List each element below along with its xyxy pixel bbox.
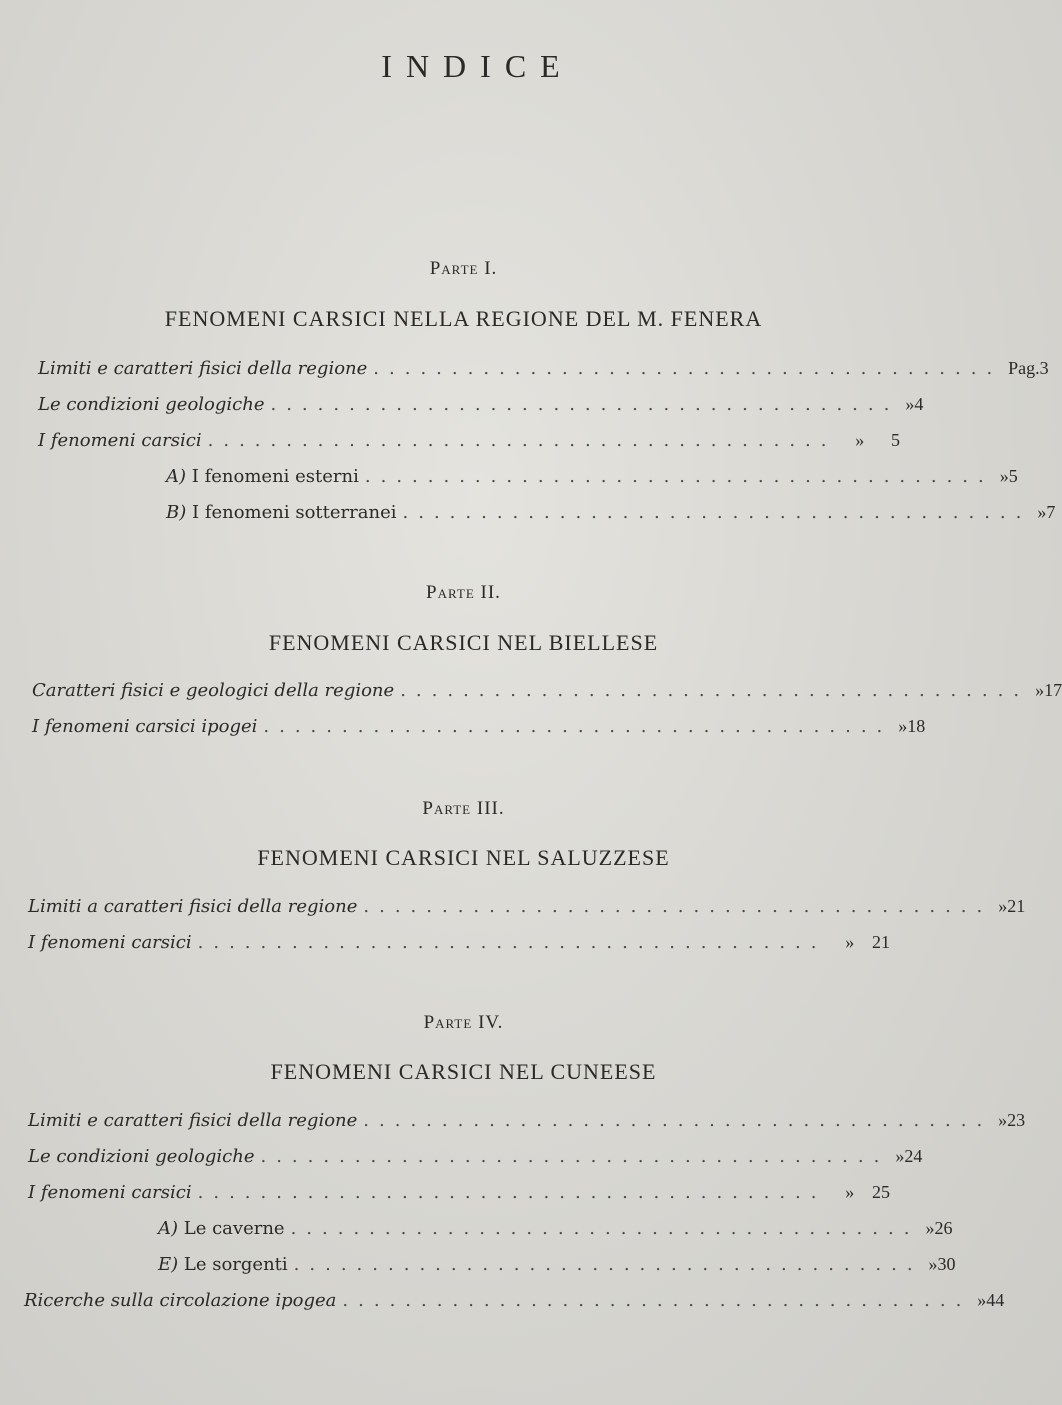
toc-entry-text: I fenomeni carsici: [28, 1182, 192, 1203]
toc-entry-page: 7: [1046, 502, 1056, 522]
toc-leader-dots: ........................................: [342, 1290, 972, 1311]
toc-entry-page: 17: [1044, 680, 1062, 700]
toc-entry-text: I fenomeni carsici: [38, 430, 202, 451]
toc-entry-page: 44: [986, 1290, 1005, 1310]
toc-leader-dots: ........................................: [197, 932, 827, 953]
toc-leader-dots: ........................................: [290, 1218, 920, 1239]
part-3-label: [0, 798, 927, 820]
toc-entry-page: 5: [1008, 466, 1018, 486]
toc-entry-title: I fenomeni sotterranei: [191, 502, 397, 523]
toc-entry-text: [158, 1218, 285, 1239]
toc-entry: [28, 1146, 923, 1176]
toc-leader-dots: ........................................: [260, 1146, 890, 1167]
toc-entry: [38, 394, 924, 424]
toc-entry-page: 26: [934, 1218, 953, 1238]
toc-leader-dots: ........................................: [207, 430, 837, 451]
toc-entry-ref: »: [905, 394, 915, 414]
toc-entry: [38, 358, 1049, 388]
toc-entry-text: [166, 466, 359, 487]
toc-entry-ref: »: [898, 716, 908, 736]
part-3-number: III.: [476, 798, 505, 819]
toc-entry: [24, 1290, 1005, 1320]
toc-entry: [28, 932, 890, 962]
toc-entry-text: Ricerche sulla circolazione ipogea: [24, 1290, 337, 1311]
toc-entry-text: Limiti e caratteri fisici della regione: [38, 358, 368, 379]
toc-leader-dots: ........................................: [263, 716, 893, 737]
toc-entry: [166, 466, 1018, 496]
toc-entry-page: 5: [891, 430, 900, 450]
toc-leader-dots: ........................................: [363, 1110, 993, 1131]
toc-entry: [166, 502, 1056, 532]
part-3-heading: FENOMENI CARSICI NEL SALUZZESE: [257, 845, 670, 870]
toc-entry-ref: »: [998, 1110, 1008, 1130]
toc-entry-ref: Pag.: [1008, 358, 1040, 378]
toc-entry-letter: A): [158, 1218, 179, 1239]
toc-leader-dots: ........................................: [270, 394, 900, 415]
toc-entry-page: 25: [872, 1182, 890, 1202]
toc-entry-text: I fenomeni carsici: [28, 932, 192, 953]
toc-entry-ref: »: [855, 430, 865, 450]
toc-entry-text: Le condizioni geologiche: [38, 394, 265, 415]
toc-entry-ref: »: [1035, 680, 1045, 700]
part-2-heading: FENOMENI CARSICI NEL BIELLESE: [268, 630, 659, 655]
toc-entry-ref: »: [895, 1146, 905, 1166]
toc-entry-text: I fenomeni carsici ipogei: [32, 716, 258, 737]
toc-entry: [32, 716, 926, 746]
toc-leader-dots: ........................................: [402, 502, 1032, 523]
toc-entry: [158, 1254, 956, 1284]
toc-entry-ref: »: [928, 1254, 938, 1274]
toc-entry-letter: E): [158, 1254, 179, 1275]
part-2-label: [0, 582, 927, 604]
part-1-number: I.: [484, 258, 498, 279]
toc-entry-page: 21: [872, 932, 890, 952]
toc-entry-title: Le sorgenti: [183, 1254, 288, 1275]
toc-entry-text: Limiti a caratteri fisici della regione: [28, 896, 358, 917]
toc-leader-dots: ........................................: [373, 358, 1003, 379]
toc-entry: [28, 896, 1026, 926]
toc-entry-page: 3: [1039, 358, 1049, 378]
part-4-number: IV.: [478, 1012, 504, 1033]
toc-entry-page: 4: [914, 394, 924, 414]
part-2-word: Parte: [426, 582, 475, 603]
toc-entry-page: 30: [937, 1254, 956, 1274]
toc-entry-title: I fenomeni esterni: [191, 466, 359, 487]
toc-leader-dots: ........................................: [197, 1182, 827, 1203]
toc-entry-ref: »: [977, 1290, 987, 1310]
toc-entry: [158, 1218, 953, 1248]
toc-leader-dots: ........................................: [364, 466, 994, 487]
toc-entry-letter: B): [166, 502, 187, 523]
toc-entry-title: Le caverne: [183, 1218, 285, 1239]
toc-entry-ref: »: [1037, 502, 1047, 522]
toc-entry: [38, 430, 900, 460]
toc-entry-ref: »: [998, 896, 1008, 916]
part-2-number: II.: [480, 582, 501, 603]
toc-entry-letter: A): [166, 466, 187, 487]
part-1-word: Parte: [429, 258, 479, 279]
toc-entry-page: 23: [1007, 1110, 1026, 1130]
toc-leader-dots: ........................................: [363, 896, 993, 917]
toc-entry-text: Caratteri fisici e geologici della regione: [32, 680, 395, 701]
toc-entry-text: [158, 1254, 288, 1275]
toc-entry-page: 21: [1007, 896, 1026, 916]
part-1-label: [0, 258, 927, 280]
toc-leader-dots: ........................................: [293, 1254, 923, 1275]
part-4-heading: FENOMENI CARSICI NEL CUNEESE: [270, 1059, 657, 1084]
toc-entry-ref: »: [925, 1218, 935, 1238]
toc-leader-dots: ........................................: [400, 680, 1030, 701]
part-1-heading: FENOMENI CARSICI NELLA REGIONE DEL M. FENERA: [164, 306, 763, 331]
toc-entry: [32, 680, 1062, 710]
toc-entry-page: 24: [904, 1146, 923, 1166]
toc-entry-ref: »: [845, 932, 855, 952]
part-4-label: [0, 1012, 927, 1034]
toc-entry-text: Le condizioni geologiche: [28, 1146, 255, 1167]
toc-entry: [28, 1110, 1026, 1140]
toc-entry-text: Limiti e caratteri fisici della regione: [28, 1110, 358, 1131]
toc-entry-ref: »: [845, 1182, 855, 1202]
part-3-word: Parte: [422, 798, 472, 819]
toc-entry-page: 18: [907, 716, 926, 736]
toc-entry-ref: »: [999, 466, 1009, 486]
toc-entry: [28, 1182, 890, 1212]
toc-entry-text: [166, 502, 397, 523]
part-4-word: Parte: [423, 1012, 473, 1033]
page-title: INDICE: [381, 48, 574, 84]
